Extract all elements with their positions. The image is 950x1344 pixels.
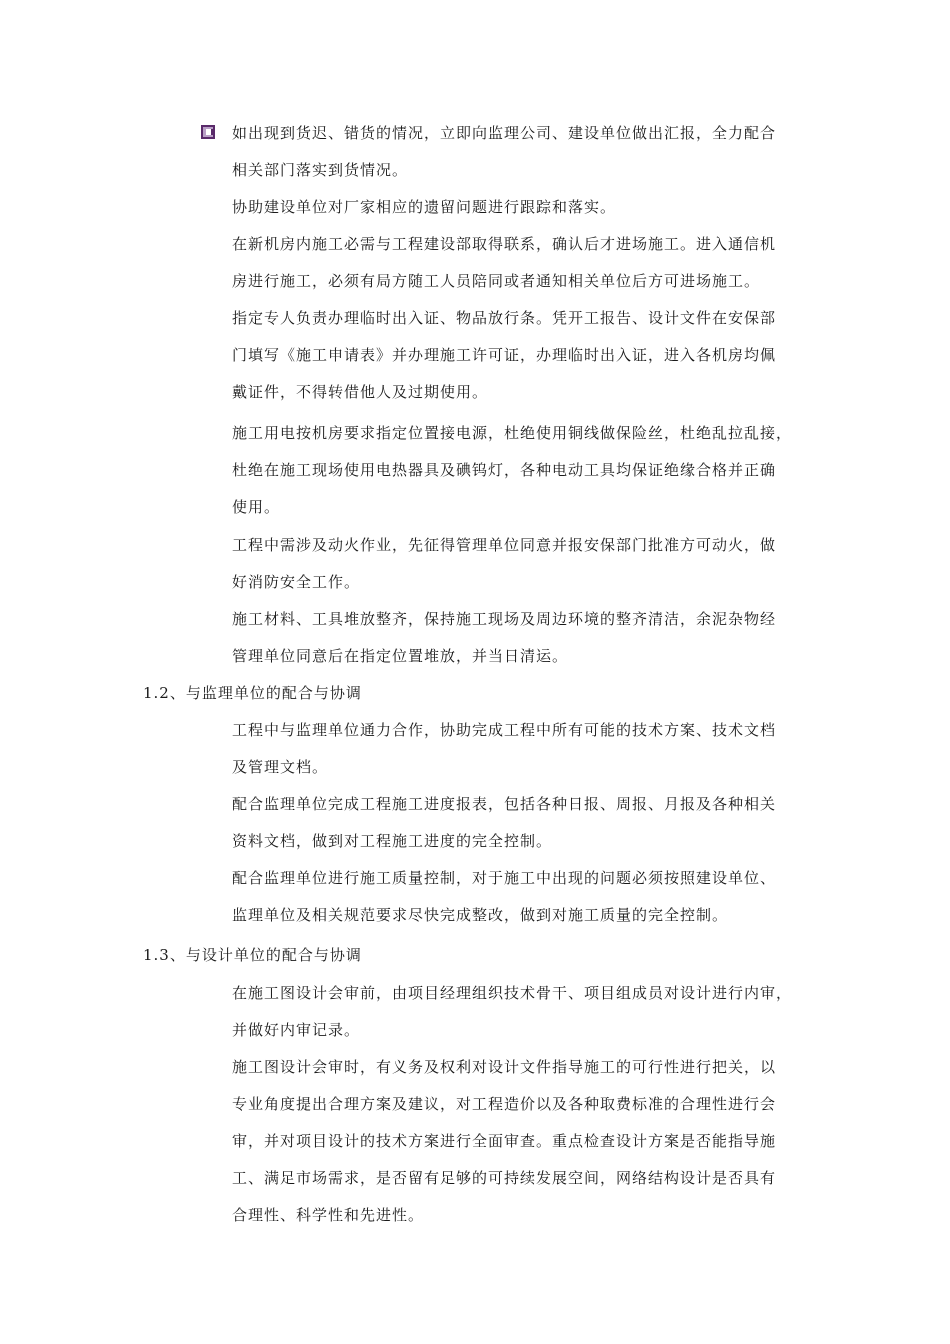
text-line: 协助建设单位对厂家相应的遗留问题进行跟踪和落实。: [232, 198, 617, 216]
text-line: 工程中与监理单位通力合作，协助完成工程中所有可能的技术方案、技术文档: [232, 721, 777, 739]
paragraph-design-review: [232, 1049, 812, 1234]
text-line: 管理单位同意后在指定位置堆放，并当日清运。: [232, 647, 569, 665]
text-line: 并做好内审记录。: [232, 1021, 361, 1039]
paragraph-access-permit: [232, 300, 812, 411]
paragraph-machine-room-entry: [232, 226, 812, 300]
text-line: 监理单位及相关规范要求尽快完成整改，做到对施工质量的完全控制。: [232, 906, 729, 924]
text-line: 门填写《施工申请表》并办理施工许可证，办理临时出入证，进入各机房均佩: [232, 346, 777, 364]
text-line: 在新机房内施工必需与工程建设部取得联系，确认后才进场施工。进入通信机: [232, 235, 777, 253]
text-line: 施工材料、工具堆放整齐，保持施工现场及周边环境的整齐清洁，余泥杂物经: [232, 610, 777, 628]
text-line: 指定专人负责办理临时出入证、物品放行条。凭开工报告、设计文件在安保部: [232, 309, 777, 327]
text-line: 施工用电按机房要求指定位置接电源，杜绝使用铜线做保险丝，杜绝乱拉乱接，: [232, 424, 793, 442]
text-line: 相关部门落实到货情况。: [232, 161, 409, 179]
section-heading-1-3: 1.3、与设计单位的配合与协调: [143, 946, 362, 964]
text-line: 房进行施工，必须有局方随工人员陪同或者通知相关单位后方可进场施工。: [232, 272, 761, 290]
text-line: 合理性、科学性和先进性。: [232, 1206, 425, 1224]
text-line: 工、满足市场需求，是否留有足够的可持续发展空间，网络结构设计是否具有: [232, 1169, 777, 1187]
text-line: 使用。: [232, 498, 281, 516]
paragraph-legacy-issues: [232, 189, 812, 226]
paragraph-goods-delay: [232, 115, 812, 189]
paragraph-site-cleanliness: [232, 601, 812, 675]
section-heading-1-2: 1.2、与监理单位的配合与协调: [143, 684, 362, 702]
text-line: 好消防安全工作。: [232, 573, 361, 591]
text-line: 施工图设计会审时，有义务及权利对设计文件指导施工的可行性进行把关，以: [232, 1058, 777, 1076]
paragraph-quality-control: [232, 860, 812, 934]
text-line: 及管理文档。: [232, 758, 329, 776]
text-line: 配合监理单位进行施工质量控制，对于施工中出现的问题必须按照建设单位、: [232, 869, 777, 887]
text-line: 戴证件，不得转借他人及过期使用。: [232, 383, 489, 401]
text-line: 如出现到货迟、错货的情况，立即向监理公司、建设单位做出汇报，全力配合: [232, 124, 777, 142]
text-line: 专业角度提出合理方案及建议，对工程造价以及各种取费标准的合理性进行会: [232, 1095, 777, 1113]
text-line: 工程中需涉及动火作业，先征得管理单位同意并报安保部门批准方可动火，做: [232, 536, 777, 554]
paragraph-hot-work: [232, 527, 812, 601]
text-line: 配合监理单位完成工程施工进度报表，包括各种日报、周报、月报及各种相关: [232, 795, 777, 813]
paragraph-internal-review: [232, 975, 812, 1049]
text-line: 审，并对项目设计的技术方案进行全面审查。重点检查设计方案是否能指导施: [232, 1132, 777, 1150]
text-line: 在施工图设计会审前，由项目经理组织技术骨干、项目组成员对设计进行内审，: [232, 984, 793, 1002]
paragraph-supervision-cooperation: [232, 712, 812, 786]
checkbox-bullet-icon: [201, 125, 215, 139]
paragraph-progress-reports: [232, 786, 812, 860]
text-line: 杜绝在施工现场使用电热器具及碘钨灯，各种电动工具均保证绝缘合格并正确: [232, 461, 777, 479]
paragraph-electricity-use: [232, 415, 812, 526]
text-line: 资料文档，做到对工程施工进度的完全控制。: [232, 832, 553, 850]
